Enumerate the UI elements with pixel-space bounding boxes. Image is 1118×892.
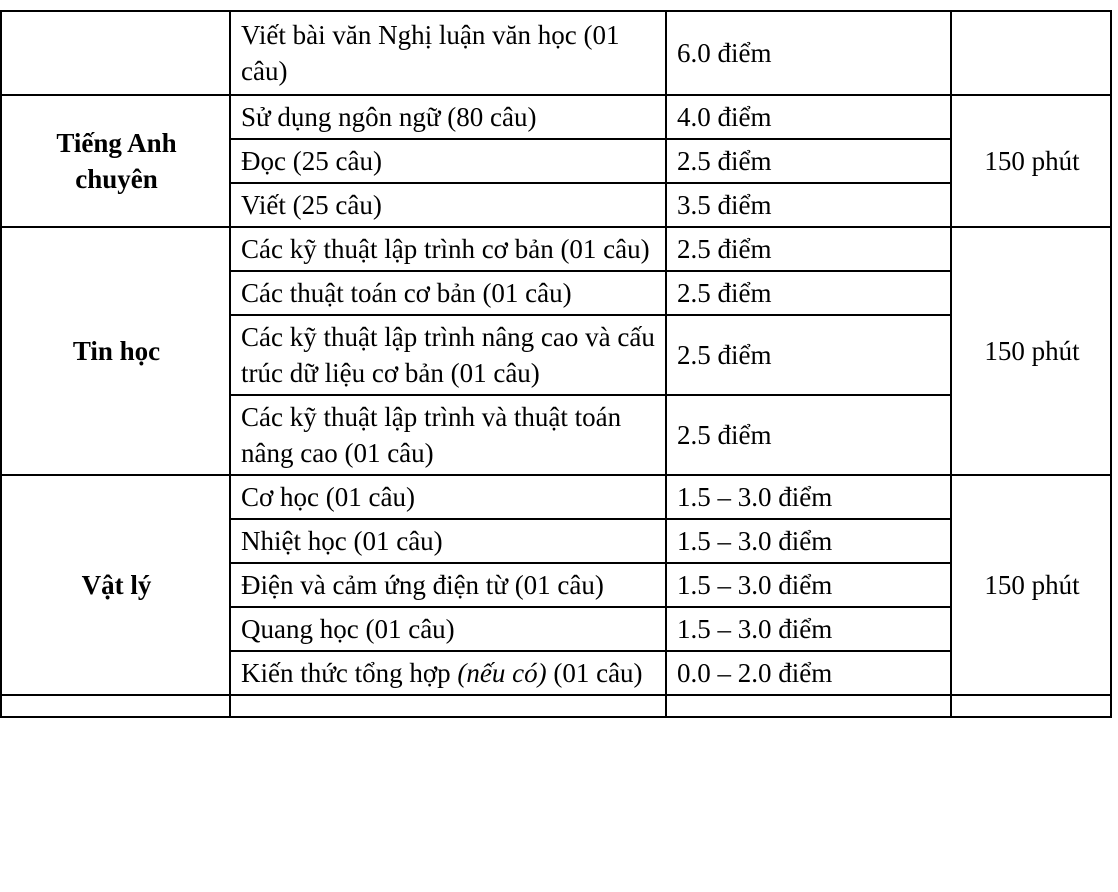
topic-cell: Các thuật toán cơ bản (01 câu)	[230, 271, 666, 315]
topic-text: (01 câu)	[546, 658, 643, 688]
topic-cell: Viết bài văn Nghị luận văn học (01 câu)	[230, 11, 666, 95]
subject-cell-empty	[1, 11, 230, 95]
topic-cell: Các kỹ thuật lập trình cơ bản (01 câu)	[230, 227, 666, 271]
table-row	[1, 227, 1111, 271]
points-cell: 1.5 – 3.0 điểm	[666, 519, 951, 563]
topic-cell: Các kỹ thuật lập trình và thuật toán nâng cao (01 câu)	[230, 395, 666, 475]
points-cell: 2.5 điểm	[666, 315, 951, 395]
topic-cell: Sử dụng ngôn ngữ (80 câu)	[230, 95, 666, 139]
subject-label: Tiếng Anh	[56, 128, 177, 158]
points-cell: 1.5 – 3.0 điểm	[666, 563, 951, 607]
time-cell: 150 phút	[951, 227, 1111, 475]
table-row	[1, 11, 1111, 95]
time-cell-empty	[951, 11, 1111, 95]
topic-note-italic: (nếu có)	[457, 658, 547, 688]
table-row	[1, 95, 1111, 139]
points-cell: 4.0 điểm	[666, 95, 951, 139]
points-cell: 6.0 điểm	[666, 11, 951, 95]
points-cell: 3.5 điểm	[666, 183, 951, 227]
subject-cell-english	[1, 95, 230, 227]
points-cell: 1.5 – 3.0 điểm	[666, 607, 951, 651]
time-cell: 150 phút	[951, 475, 1111, 695]
points-cell: 2.5 điểm	[666, 139, 951, 183]
topic-cell: Nhiệt học (01 câu)	[230, 519, 666, 563]
time-cell: 150 phút	[951, 95, 1111, 227]
topic-text: Kiến thức tổng hợp	[241, 658, 458, 688]
subject-cell-informatics: Tin học	[1, 227, 230, 475]
points-cell: 0.0 – 2.0 điểm	[666, 651, 951, 695]
table-row-continuation	[1, 695, 1111, 717]
points-cell: 2.5 điểm	[666, 227, 951, 271]
points-cell: 2.5 điểm	[666, 395, 951, 475]
subject-cell-physics: Vật lý	[1, 475, 230, 695]
table-row	[1, 475, 1111, 519]
topic-cell: Đọc (25 câu)	[230, 139, 666, 183]
topic-cell: Cơ học (01 câu)	[230, 475, 666, 519]
points-cell: 2.5 điểm	[666, 271, 951, 315]
topic-cell: Các kỹ thuật lập trình nâng cao và cấu trúc dữ liệu cơ bản (01 câu)	[230, 315, 666, 395]
topic-cell	[230, 651, 666, 695]
topic-cell: Quang học (01 câu)	[230, 607, 666, 651]
topic-cell: Điện và cảm ứng điện từ (01 câu)	[230, 563, 666, 607]
topic-cell: Viết (25 câu)	[230, 183, 666, 227]
exam-structure-table	[0, 10, 1112, 718]
points-cell: 1.5 – 3.0 điểm	[666, 475, 951, 519]
subject-label: chuyên	[75, 164, 158, 194]
